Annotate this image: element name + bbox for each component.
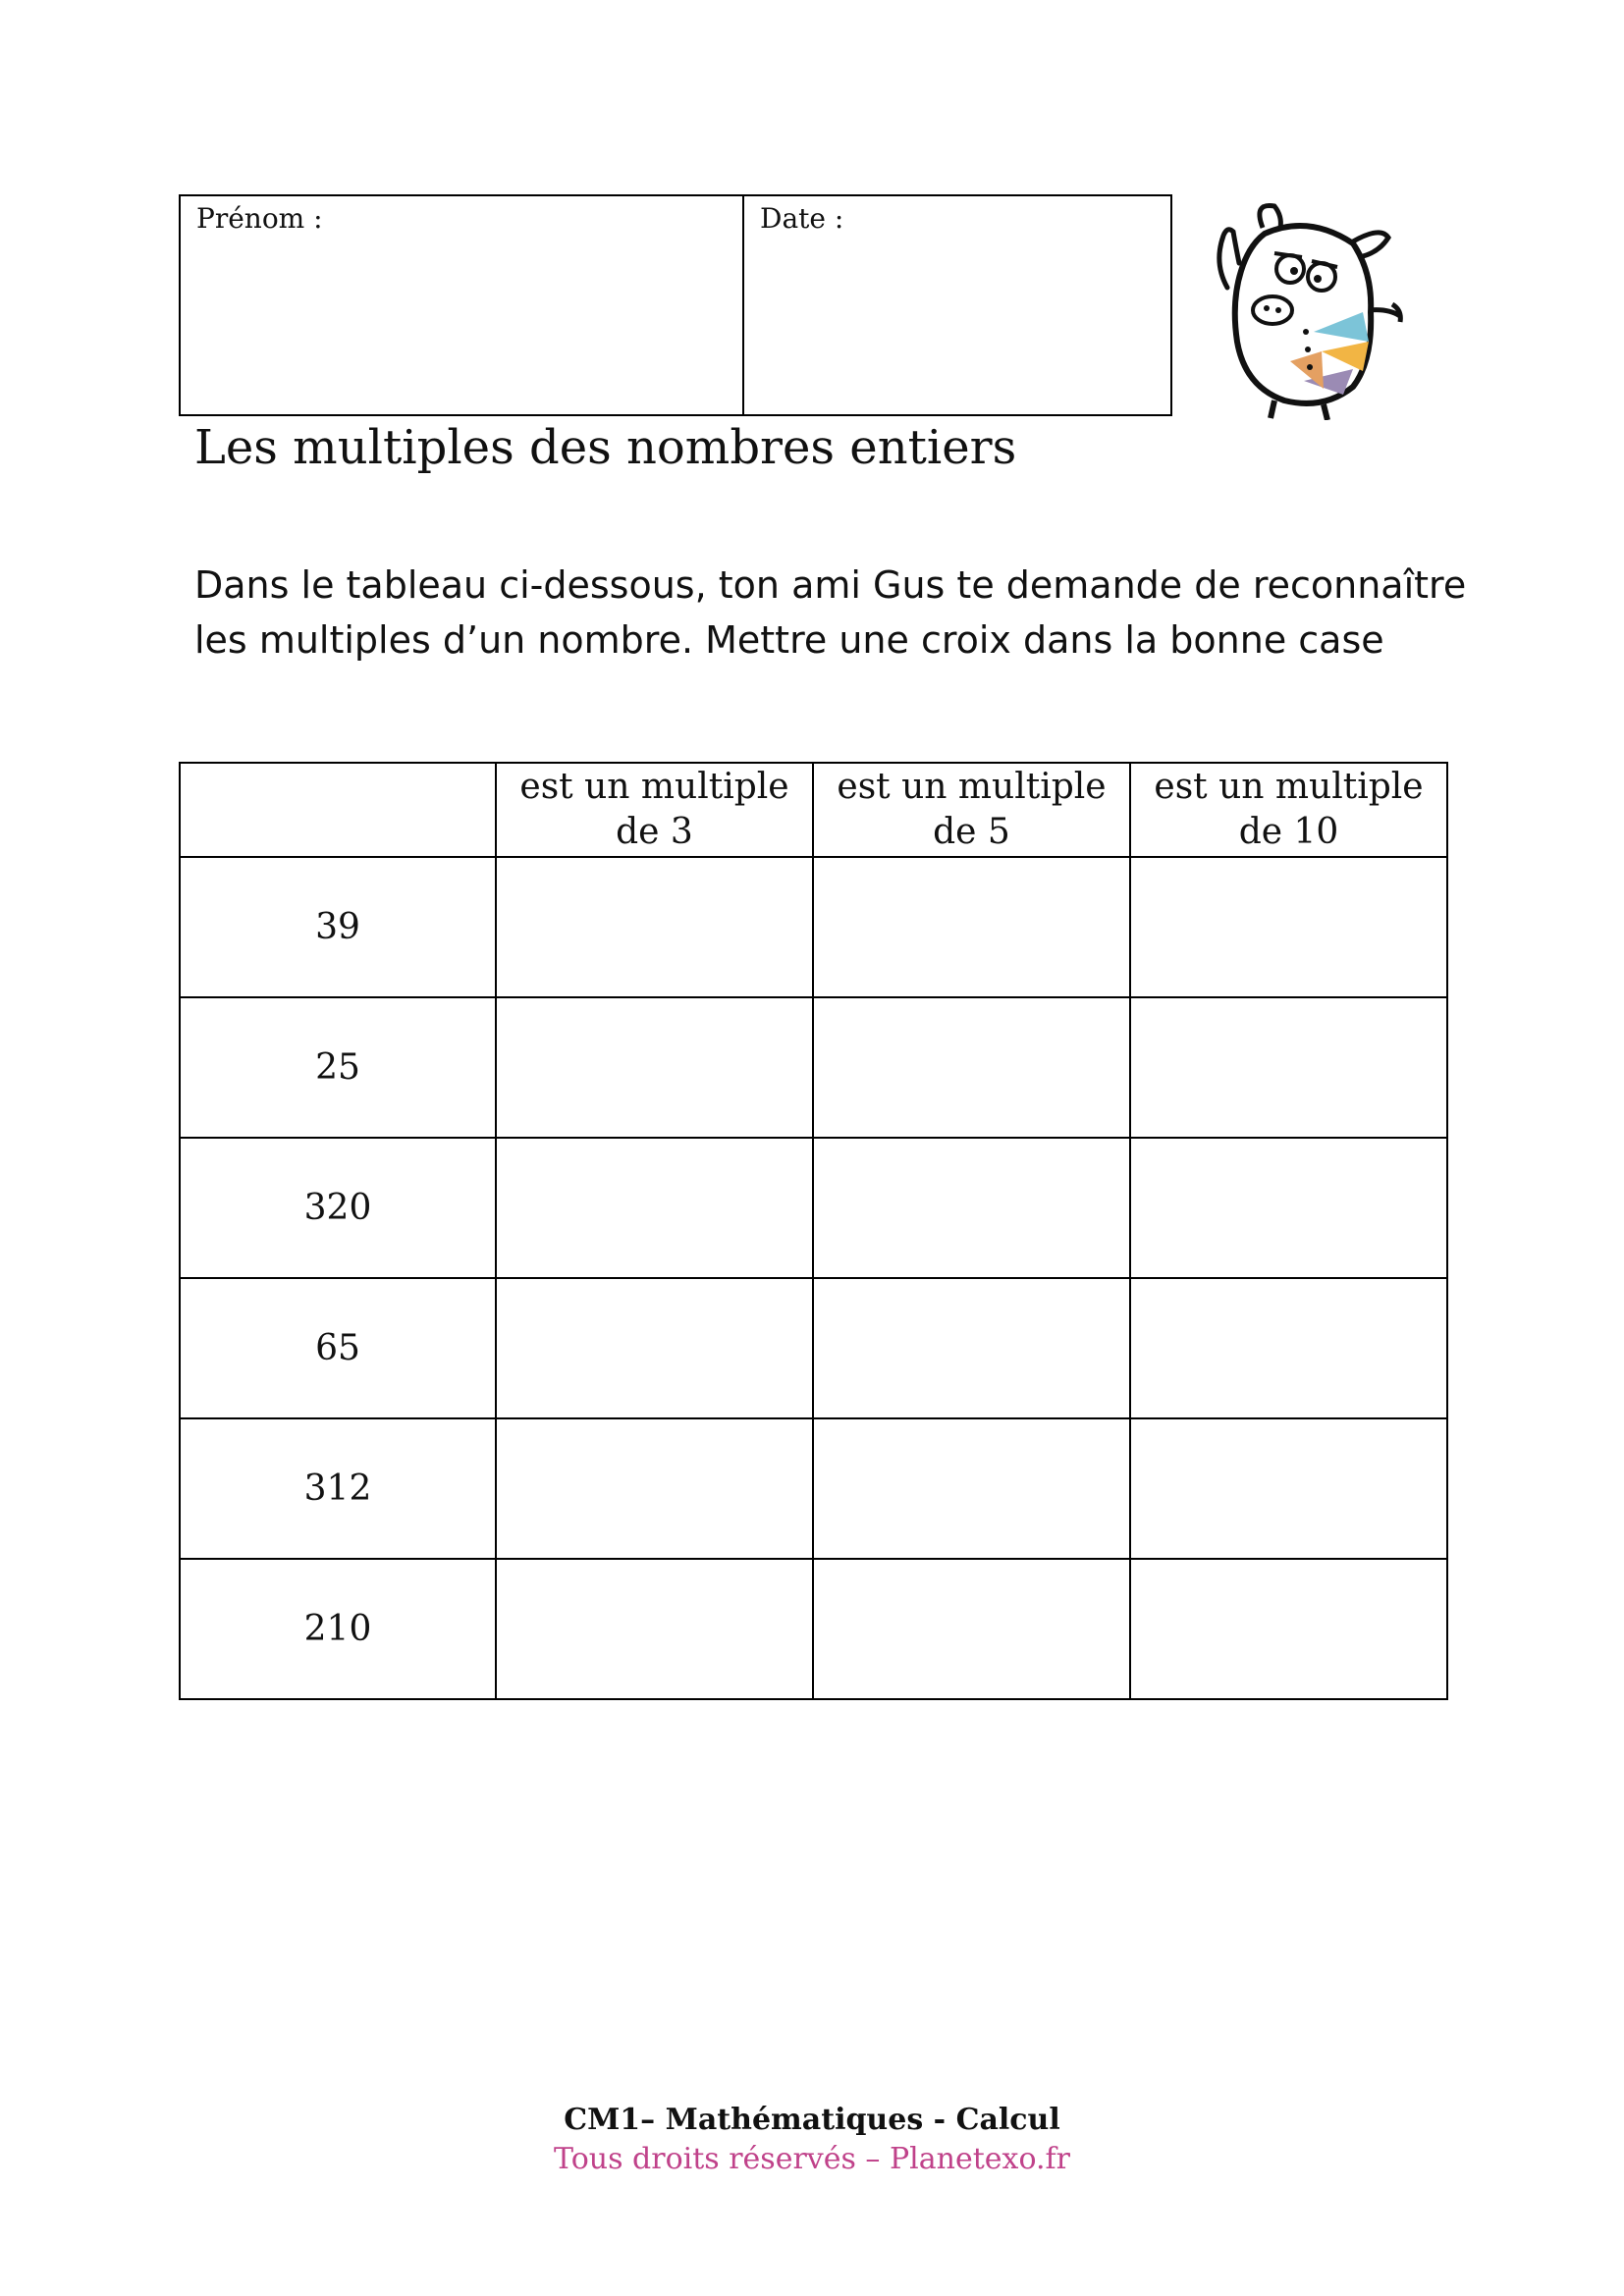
row-number: 25 <box>180 997 496 1138</box>
answer-cell[interactable] <box>496 1418 813 1559</box>
table-row <box>180 1559 1447 1699</box>
answer-cell[interactable] <box>1130 1559 1447 1699</box>
answer-cell[interactable] <box>813 1138 1130 1278</box>
header-empty-cell <box>180 763 496 857</box>
table-row <box>180 997 1447 1138</box>
answer-cell[interactable] <box>1130 1278 1447 1418</box>
answer-cell[interactable] <box>1130 857 1447 997</box>
answer-cell[interactable] <box>813 857 1130 997</box>
table-row <box>180 857 1447 997</box>
page-title: Les multiples des nombres entiers <box>194 420 1017 475</box>
header-text: de 3 <box>616 812 693 852</box>
header-multiple-of-5 <box>813 763 1130 857</box>
answer-cell[interactable] <box>1130 1418 1447 1559</box>
answer-cell[interactable] <box>496 857 813 997</box>
footer-course: CM1– Mathématiques - Calcul <box>564 2103 1060 2137</box>
answer-cell[interactable] <box>1130 1138 1447 1278</box>
row-number: 39 <box>180 857 496 997</box>
row-number: 320 <box>180 1138 496 1278</box>
answer-cell[interactable] <box>813 1278 1130 1418</box>
answer-cell[interactable] <box>813 997 1130 1138</box>
header-text: est un multiple <box>1154 767 1424 807</box>
row-number: 65 <box>180 1278 496 1418</box>
multiples-table <box>179 762 1448 1700</box>
answer-cell[interactable] <box>496 1278 813 1418</box>
instructions <box>194 558 1471 667</box>
header-multiple-of-10 <box>1130 763 1447 857</box>
name-field[interactable] <box>181 196 744 414</box>
row-number: 210 <box>180 1559 496 1699</box>
instructions-line-1: Dans le tableau ci-dessous, ton ami Gus te demande de reconnaître <box>194 563 1467 607</box>
name-label: Prénom : <box>196 202 323 235</box>
table-row <box>180 1138 1447 1278</box>
footer-copyright[interactable]: Tous droits réservés – Planetexo.fr <box>554 2142 1070 2176</box>
date-label: Date : <box>760 202 844 235</box>
answer-cell[interactable] <box>1130 997 1447 1138</box>
date-field[interactable] <box>744 196 1170 414</box>
header-multiple-of-3 <box>496 763 813 857</box>
table-row <box>180 1418 1447 1559</box>
answer-cell[interactable] <box>813 1418 1130 1559</box>
answer-cell[interactable] <box>496 1138 813 1278</box>
answer-cell[interactable] <box>496 1559 813 1699</box>
instructions-line-2: les multiples d’un nombre. Mettre une croix dans la bonne case <box>194 618 1384 662</box>
header-text: est un multiple <box>519 767 789 807</box>
answer-cell[interactable] <box>496 997 813 1138</box>
table-header-row <box>180 763 1447 857</box>
row-number: 312 <box>180 1418 496 1559</box>
table-row <box>180 1278 1447 1418</box>
sheep-mascot-icon <box>1206 194 1412 420</box>
header-text: de 5 <box>933 812 1010 852</box>
header-text: est un multiple <box>837 767 1107 807</box>
answer-cell[interactable] <box>813 1559 1130 1699</box>
student-info-box <box>179 194 1172 416</box>
header-text: de 10 <box>1238 812 1339 852</box>
